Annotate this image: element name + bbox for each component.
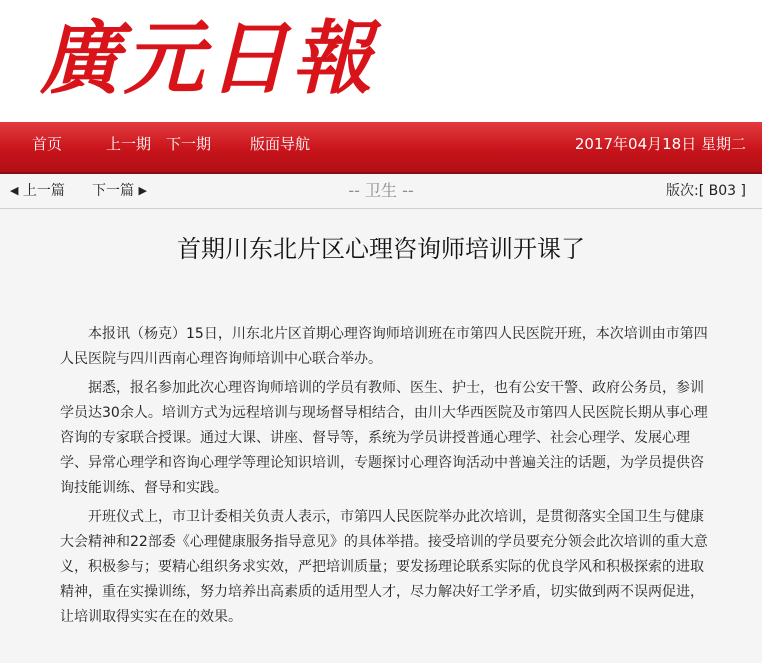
article-paragraph: 本报讯（杨克）15日，川东北片区首期心理咨询师培训班在市第四人民医院开班，本次培训由市第四人民医院与四川西南心理咨询师培训中心联合举办。: [60, 326, 708, 367]
section-name: -- 卫生 --: [348, 181, 414, 200]
article-subnav: [0, 174, 762, 209]
article-paragraph: 开班仪式上，市卫计委相关负责人表示，市第四人民医院举办此次培训，是贯彻落实全国卫生与健康大会精神和22部委《心理健康服务指导意见》的具体举措。接受培训的学员要充分领会此次培训的重大意义，积极参与；要精心组织务求实效，严把培训质量；要发扬理论联系实际的优良学风和积极探索的进取精神，重在实操训练，努力培养出高素质的适用型人才，尽力解决好工学矛盾，切实做到两不误两促进，让培训取得实实在在的效果。: [60, 509, 708, 625]
issue-date: 2017年04月18日 星期二: [574, 135, 746, 153]
next-issue-link[interactable]: 下一期: [166, 135, 212, 153]
newspaper-logo: 廣元日報: [40, 11, 376, 105]
triangle-right-icon: ▶: [138, 184, 147, 197]
prev-article-label: 上一篇: [22, 183, 65, 199]
next-article-label: 下一篇: [92, 183, 134, 199]
prev-issue-link[interactable]: 上一期: [106, 135, 152, 153]
masthead: [0, 0, 762, 122]
home-link[interactable]: 首页: [32, 135, 63, 153]
top-navbar: [0, 122, 762, 174]
edition-number: 版次:[ B03 ]: [666, 183, 746, 199]
article-paragraph: 据悉，报名参加此次心理咨询师培训的学员有教师、医生、护士，也有公安干警、政府公务员，参训学员达30余人。培训方式为远程培训与现场督导相结合，由川大华西医院及市第四人民医院长期从事心理咨询的专家联合授课。通过大课、讲座、督导等，系统为学员讲授普通心理学、社会心理学、发展心理学、异常心理学和咨询心理学等理论知识培训，专题探讨心理咨询活动中普遍关注的话题，为学员提供咨询技能训练、督导和实践。: [60, 380, 708, 496]
article-title: 首期川东北片区心理咨询师培训开课了: [177, 235, 585, 263]
page-nav-link[interactable]: 版面导航: [250, 135, 311, 153]
article-body: [60, 322, 708, 634]
content-area: [0, 174, 762, 663]
triangle-left-icon: ◀: [10, 184, 19, 197]
